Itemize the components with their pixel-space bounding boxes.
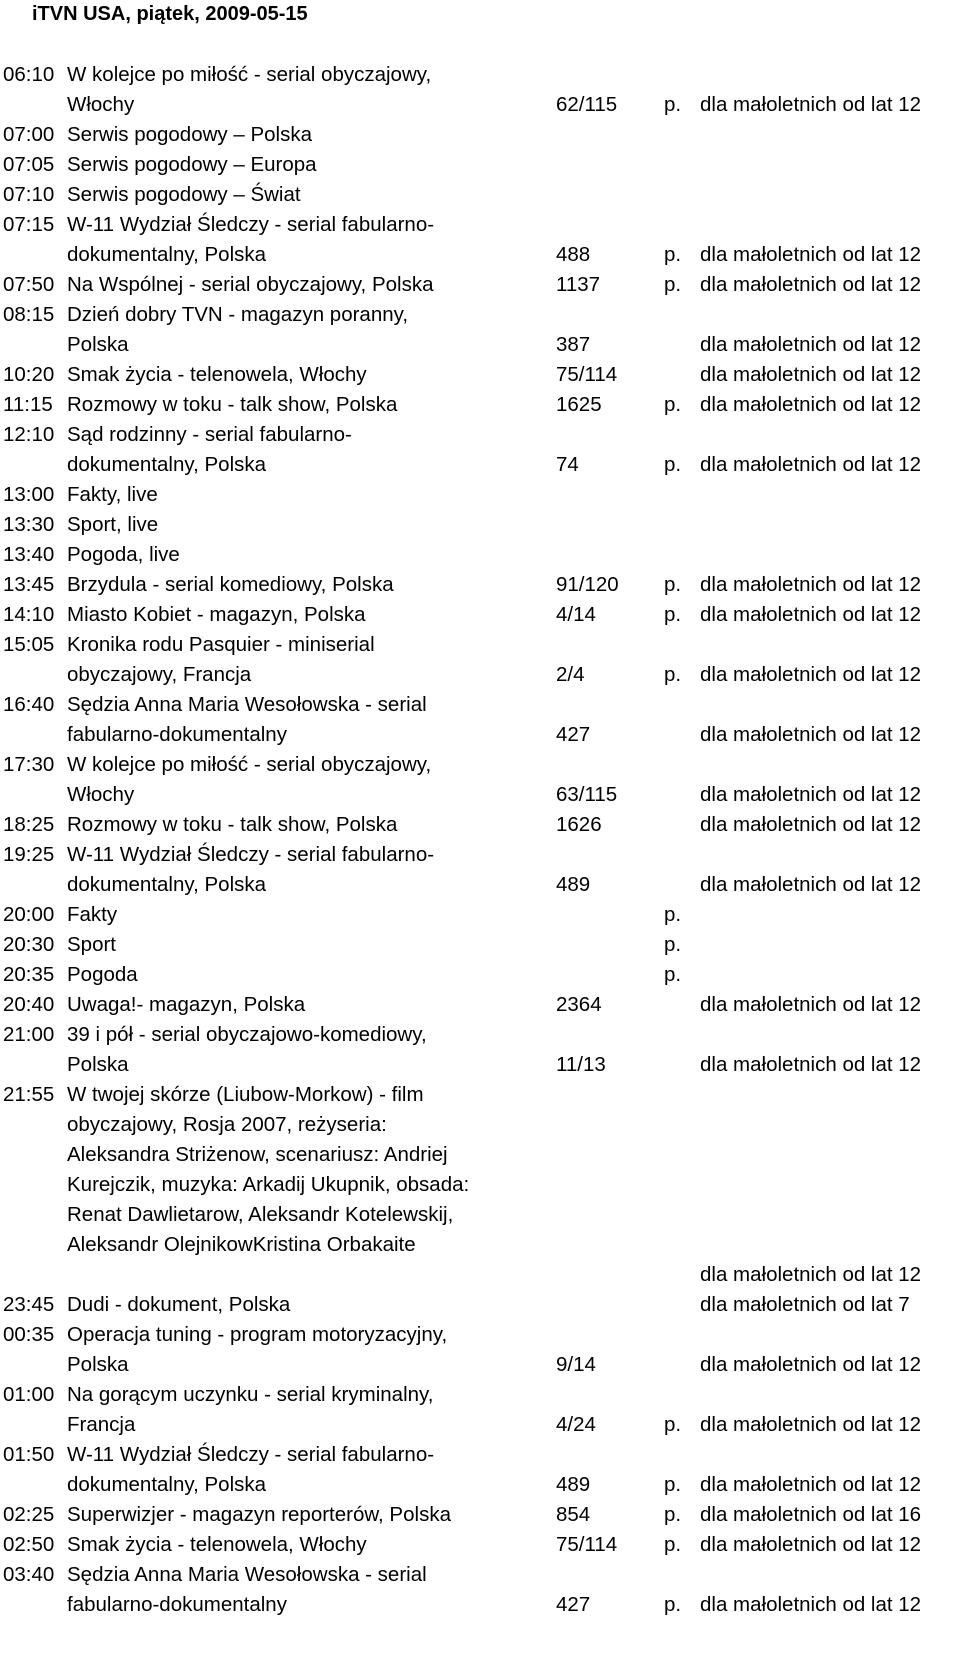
entry-description <box>67 510 547 540</box>
age-rating: dla małoletnich od lat 12 <box>700 573 922 596</box>
schedule-entry <box>0 1560 960 1620</box>
age-rating: dla małoletnich od lat 12 <box>700 663 922 686</box>
entry-time: 03:40 <box>3 1563 55 1586</box>
schedule-entry <box>0 420 960 480</box>
schedule-entry <box>0 270 960 300</box>
schedule-entry <box>0 150 960 180</box>
episode-number: 427 <box>556 1593 591 1616</box>
age-rating: dla małoletnich od lat 12 <box>700 993 922 1016</box>
description-line: Superwizjer - magazyn reporterów, Polska <box>67 1503 451 1526</box>
entry-time: 16:40 <box>3 693 55 716</box>
schedule-entry <box>0 1530 960 1560</box>
entry-time: 19:25 <box>3 843 55 866</box>
schedule-entry <box>0 360 960 390</box>
description-line: Aleksandra Striżenow, scenariusz: Andriej <box>67 1143 448 1166</box>
age-rating: dla małoletnich od lat 12 <box>700 1353 922 1376</box>
entry-time: 00:35 <box>3 1323 55 1346</box>
age-rating: dla małoletnich od lat 12 <box>700 1263 922 1286</box>
description-line: Włochy <box>67 783 135 806</box>
description-line: 39 i pół - serial obyczajowo-komediowy, <box>67 1023 427 1046</box>
description-line: Kurejczik, muzyka: Arkadij Ukupnik, obsada: <box>67 1173 470 1196</box>
premiere-marker: p. <box>664 243 682 266</box>
schedule-entry <box>0 300 960 360</box>
premiere-marker: p. <box>664 663 682 686</box>
age-rating: dla małoletnich od lat 12 <box>700 1593 922 1616</box>
description-line: W-11 Wydział Śledczy - serial fabularno- <box>67 843 435 866</box>
entry-description <box>67 540 547 570</box>
premiere-marker: p. <box>664 273 682 296</box>
premiere-marker: p. <box>664 603 682 626</box>
entry-description <box>67 600 547 630</box>
description-line: dokumentalny, Polska <box>67 1473 267 1496</box>
entry-time: 07:10 <box>3 183 55 206</box>
description-line: Pogoda <box>67 963 138 986</box>
schedule-entry <box>0 210 960 270</box>
entry-description <box>67 1380 547 1440</box>
episode-number: 489 <box>556 1473 591 1496</box>
description-line: dokumentalny, Polska <box>67 243 267 266</box>
episode-number: 75/114 <box>556 1533 618 1556</box>
schedule-entry <box>0 1020 960 1080</box>
premiere-marker: p. <box>664 933 682 956</box>
entry-time: 08:15 <box>3 303 55 326</box>
entry-time: 06:10 <box>3 63 55 86</box>
entry-time: 02:25 <box>3 1503 55 1526</box>
entry-description <box>67 810 547 840</box>
episode-number: 91/120 <box>556 573 619 596</box>
entry-time: 18:25 <box>3 813 55 836</box>
age-rating: dla małoletnich od lat 12 <box>700 243 922 266</box>
entry-time: 20:35 <box>3 963 55 986</box>
entry-time: 14:10 <box>3 603 55 626</box>
episode-number: 11/13 <box>556 1053 606 1076</box>
premiere-marker: p. <box>664 453 682 476</box>
entry-description <box>67 1500 547 1530</box>
entry-time: 01:50 <box>3 1443 55 1466</box>
entry-description <box>67 270 547 300</box>
schedule-entry <box>0 180 960 210</box>
description-line: Smak życia - telenowela, Włochy <box>67 363 367 386</box>
entry-description <box>67 1530 547 1560</box>
premiere-marker: p. <box>664 573 682 596</box>
description-line: Sport, live <box>67 513 159 536</box>
age-rating: dla małoletnich od lat 12 <box>700 1413 922 1436</box>
schedule-entry <box>0 1320 960 1380</box>
entry-description <box>67 570 547 600</box>
schedule-entry <box>0 540 960 570</box>
episode-number: 62/115 <box>556 93 618 116</box>
description-line: Serwis pogodowy – Świat <box>67 183 301 206</box>
entry-description <box>67 150 547 180</box>
description-line <box>67 1260 547 1290</box>
description-line: Fakty <box>67 903 118 926</box>
description-line: Polska <box>67 333 129 356</box>
premiere-marker: p. <box>664 963 682 986</box>
description-line: Rozmowy w toku - talk show, Polska <box>67 393 398 416</box>
entry-time: 17:30 <box>3 753 55 776</box>
schedule-entry <box>0 900 960 930</box>
schedule-entry <box>0 690 960 750</box>
episode-number: 2/4 <box>556 663 585 686</box>
episode-number: 488 <box>556 243 591 266</box>
age-rating: dla małoletnich od lat 12 <box>700 873 922 896</box>
episode-number: 75/114 <box>556 363 618 386</box>
description-line: Polska <box>67 1353 129 1376</box>
age-rating: dla małoletnich od lat 7 <box>700 1293 910 1316</box>
schedule-entry <box>0 1440 960 1500</box>
description-line: obyczajowy, Rosja 2007, reżyseria: <box>67 1113 387 1136</box>
entry-time: 02:50 <box>3 1533 55 1556</box>
age-rating: dla małoletnich od lat 12 <box>700 723 922 746</box>
entry-description <box>67 360 547 390</box>
description-line: fabularno-dokumentalny <box>67 1593 287 1616</box>
entry-time: 21:00 <box>3 1023 55 1046</box>
episode-number: 74 <box>556 453 579 476</box>
entry-time: 20:40 <box>3 993 55 1016</box>
description-line: W-11 Wydział Śledczy - serial fabularno- <box>67 1443 435 1466</box>
entry-description <box>67 180 547 210</box>
entry-description <box>67 960 547 990</box>
schedule-entry <box>0 480 960 510</box>
episode-number: 1625 <box>556 393 602 416</box>
description-line: W kolejce po miłość - serial obyczajowy, <box>67 63 432 86</box>
entry-time: 07:15 <box>3 213 55 236</box>
description-line: Dzień dobry TVN - magazyn poranny, <box>67 303 409 326</box>
description-line: Sędzia Anna Maria Wesołowska - serial <box>67 1563 427 1586</box>
entry-time: 01:00 <box>3 1383 55 1406</box>
schedule-entry <box>0 990 960 1020</box>
episode-number: 63/115 <box>556 783 618 806</box>
entry-description <box>67 630 547 690</box>
entry-description <box>67 1290 547 1320</box>
entry-time: 07:05 <box>3 153 55 176</box>
age-rating: dla małoletnich od lat 12 <box>700 453 922 476</box>
entry-description <box>67 1440 547 1500</box>
entry-description <box>67 840 547 900</box>
entry-description <box>67 1560 547 1620</box>
schedule-entry <box>0 810 960 840</box>
entry-time: 23:45 <box>3 1293 55 1316</box>
premiere-marker: p. <box>664 1533 682 1556</box>
description-line: Na Wspólnej - serial obyczajowy, Polska <box>67 273 434 296</box>
entry-time: 07:00 <box>3 123 55 146</box>
premiere-marker: p. <box>664 903 682 926</box>
premiere-marker: p. <box>664 1593 682 1616</box>
age-rating: dla małoletnich od lat 12 <box>700 93 922 116</box>
episode-number: 2364 <box>556 993 602 1016</box>
entry-description <box>67 900 547 930</box>
age-rating: dla małoletnich od lat 12 <box>700 603 922 626</box>
description-line: Serwis pogodowy – Polska <box>67 123 312 146</box>
age-rating: dla małoletnich od lat 12 <box>700 783 922 806</box>
schedule-entry <box>0 1500 960 1530</box>
age-rating: dla małoletnich od lat 12 <box>700 1533 922 1556</box>
schedule-entry <box>0 1290 960 1320</box>
entry-description <box>67 420 547 480</box>
description-line: Operacja tuning - program motoryzacyjny, <box>67 1323 448 1346</box>
episode-number: 9/14 <box>556 1353 596 1376</box>
premiere-marker: p. <box>664 93 682 116</box>
description-line: W twojej skórze (Liubow-Morkow) - film <box>67 1083 424 1106</box>
schedule-entry <box>0 1380 960 1440</box>
description-line: Smak życia - telenowela, Włochy <box>67 1533 367 1556</box>
entry-time: 07:50 <box>3 273 55 296</box>
entry-time: 10:20 <box>3 363 55 386</box>
entry-time: 13:00 <box>3 483 55 506</box>
description-line: dokumentalny, Polska <box>67 453 267 476</box>
entry-time: 15:05 <box>3 633 55 656</box>
description-line: W kolejce po miłość - serial obyczajowy, <box>67 753 432 776</box>
entry-time: 13:45 <box>3 573 55 596</box>
description-line: Kronika rodu Pasquier - miniserial <box>67 633 375 656</box>
entry-description <box>67 300 547 360</box>
entry-description <box>67 750 547 810</box>
schedule-entry <box>0 600 960 630</box>
description-line: fabularno-dokumentalny <box>67 723 287 746</box>
age-rating: dla małoletnich od lat 12 <box>700 363 922 386</box>
description-line: Włochy <box>67 93 135 116</box>
schedule-entry <box>0 750 960 810</box>
entry-time: 13:30 <box>3 513 55 536</box>
episode-number: 4/14 <box>556 603 596 626</box>
entry-description <box>67 60 547 120</box>
premiere-marker: p. <box>664 393 682 416</box>
premiere-marker: p. <box>664 1503 682 1526</box>
description-line: Dudi - dokument, Polska <box>67 1293 291 1316</box>
entry-description <box>67 390 547 420</box>
entry-description <box>67 930 547 960</box>
episode-number: 387 <box>556 333 591 356</box>
entry-time: 20:00 <box>3 903 55 926</box>
entry-description <box>67 210 547 270</box>
episode-number: 1137 <box>556 273 601 296</box>
entry-time: 20:30 <box>3 933 55 956</box>
entry-time: 13:40 <box>3 543 55 566</box>
age-rating: dla małoletnich od lat 12 <box>700 393 922 416</box>
entry-time: 11:15 <box>3 393 53 416</box>
age-rating: dla małoletnich od lat 12 <box>700 1053 922 1076</box>
schedule-entry <box>0 60 960 120</box>
age-rating: dla małoletnich od lat 12 <box>700 333 922 356</box>
description-line: Sport <box>67 933 116 956</box>
description-line: Sąd rodzinny - serial fabularno- <box>67 423 352 446</box>
episode-number: 427 <box>556 723 591 746</box>
page-title: iTVN USA, piątek, 2009-05-15 <box>32 3 308 25</box>
description-line: dokumentalny, Polska <box>67 873 267 896</box>
description-line: Polska <box>67 1053 129 1076</box>
description-line: Uwaga!- magazyn, Polska <box>67 993 306 1016</box>
premiere-marker: p. <box>664 1473 682 1496</box>
description-line: Na gorącym uczynku - serial kryminalny, <box>67 1383 434 1406</box>
description-line: W-11 Wydział Śledczy - serial fabularno- <box>67 213 435 236</box>
entry-time: 21:55 <box>3 1083 55 1106</box>
entry-description <box>67 690 547 750</box>
description-line: Brzydula - serial komediowy, Polska <box>67 573 394 596</box>
description-line: Renat Dawlietarow, Aleksandr Kotelewskij, <box>67 1203 454 1226</box>
entry-description <box>67 1020 547 1080</box>
description-line: Sędzia Anna Maria Wesołowska - serial <box>67 693 427 716</box>
schedule-entry <box>0 1080 960 1290</box>
schedule-entry <box>0 630 960 690</box>
description-line: Pogoda, live <box>67 543 180 566</box>
entry-description <box>67 1320 547 1380</box>
episode-number: 1626 <box>556 813 602 836</box>
schedule-list <box>0 60 960 1620</box>
premiere-marker: p. <box>664 1413 682 1436</box>
entry-description <box>67 120 547 150</box>
schedule-entry <box>0 960 960 990</box>
description-line: Serwis pogodowy – Europa <box>67 153 317 176</box>
description-line: Miasto Kobiet - magazyn, Polska <box>67 603 366 626</box>
entry-description <box>67 990 547 1020</box>
schedule-entry <box>0 930 960 960</box>
age-rating: dla małoletnich od lat 12 <box>700 813 922 836</box>
episode-number: 4/24 <box>556 1413 596 1436</box>
schedule-entry <box>0 510 960 540</box>
description-line: Francja <box>67 1413 136 1436</box>
description-line: obyczajowy, Francja <box>67 663 252 686</box>
age-rating: dla małoletnich od lat 16 <box>700 1503 922 1526</box>
entry-time: 12:10 <box>3 423 55 446</box>
age-rating: dla małoletnich od lat 12 <box>700 1473 922 1496</box>
schedule-entry <box>0 120 960 150</box>
schedule-entry <box>0 570 960 600</box>
entry-description <box>67 1080 547 1290</box>
description-line: Fakty, live <box>67 483 158 506</box>
schedule-entry <box>0 840 960 900</box>
episode-number: 854 <box>556 1503 591 1526</box>
episode-number: 489 <box>556 873 591 896</box>
age-rating: dla małoletnich od lat 12 <box>700 273 922 296</box>
description-line: Rozmowy w toku - talk show, Polska <box>67 813 398 836</box>
schedule-entry <box>0 390 960 420</box>
entry-description <box>67 480 547 510</box>
description-line: Aleksandr OlejnikowKristina Orbakaite <box>67 1233 416 1256</box>
